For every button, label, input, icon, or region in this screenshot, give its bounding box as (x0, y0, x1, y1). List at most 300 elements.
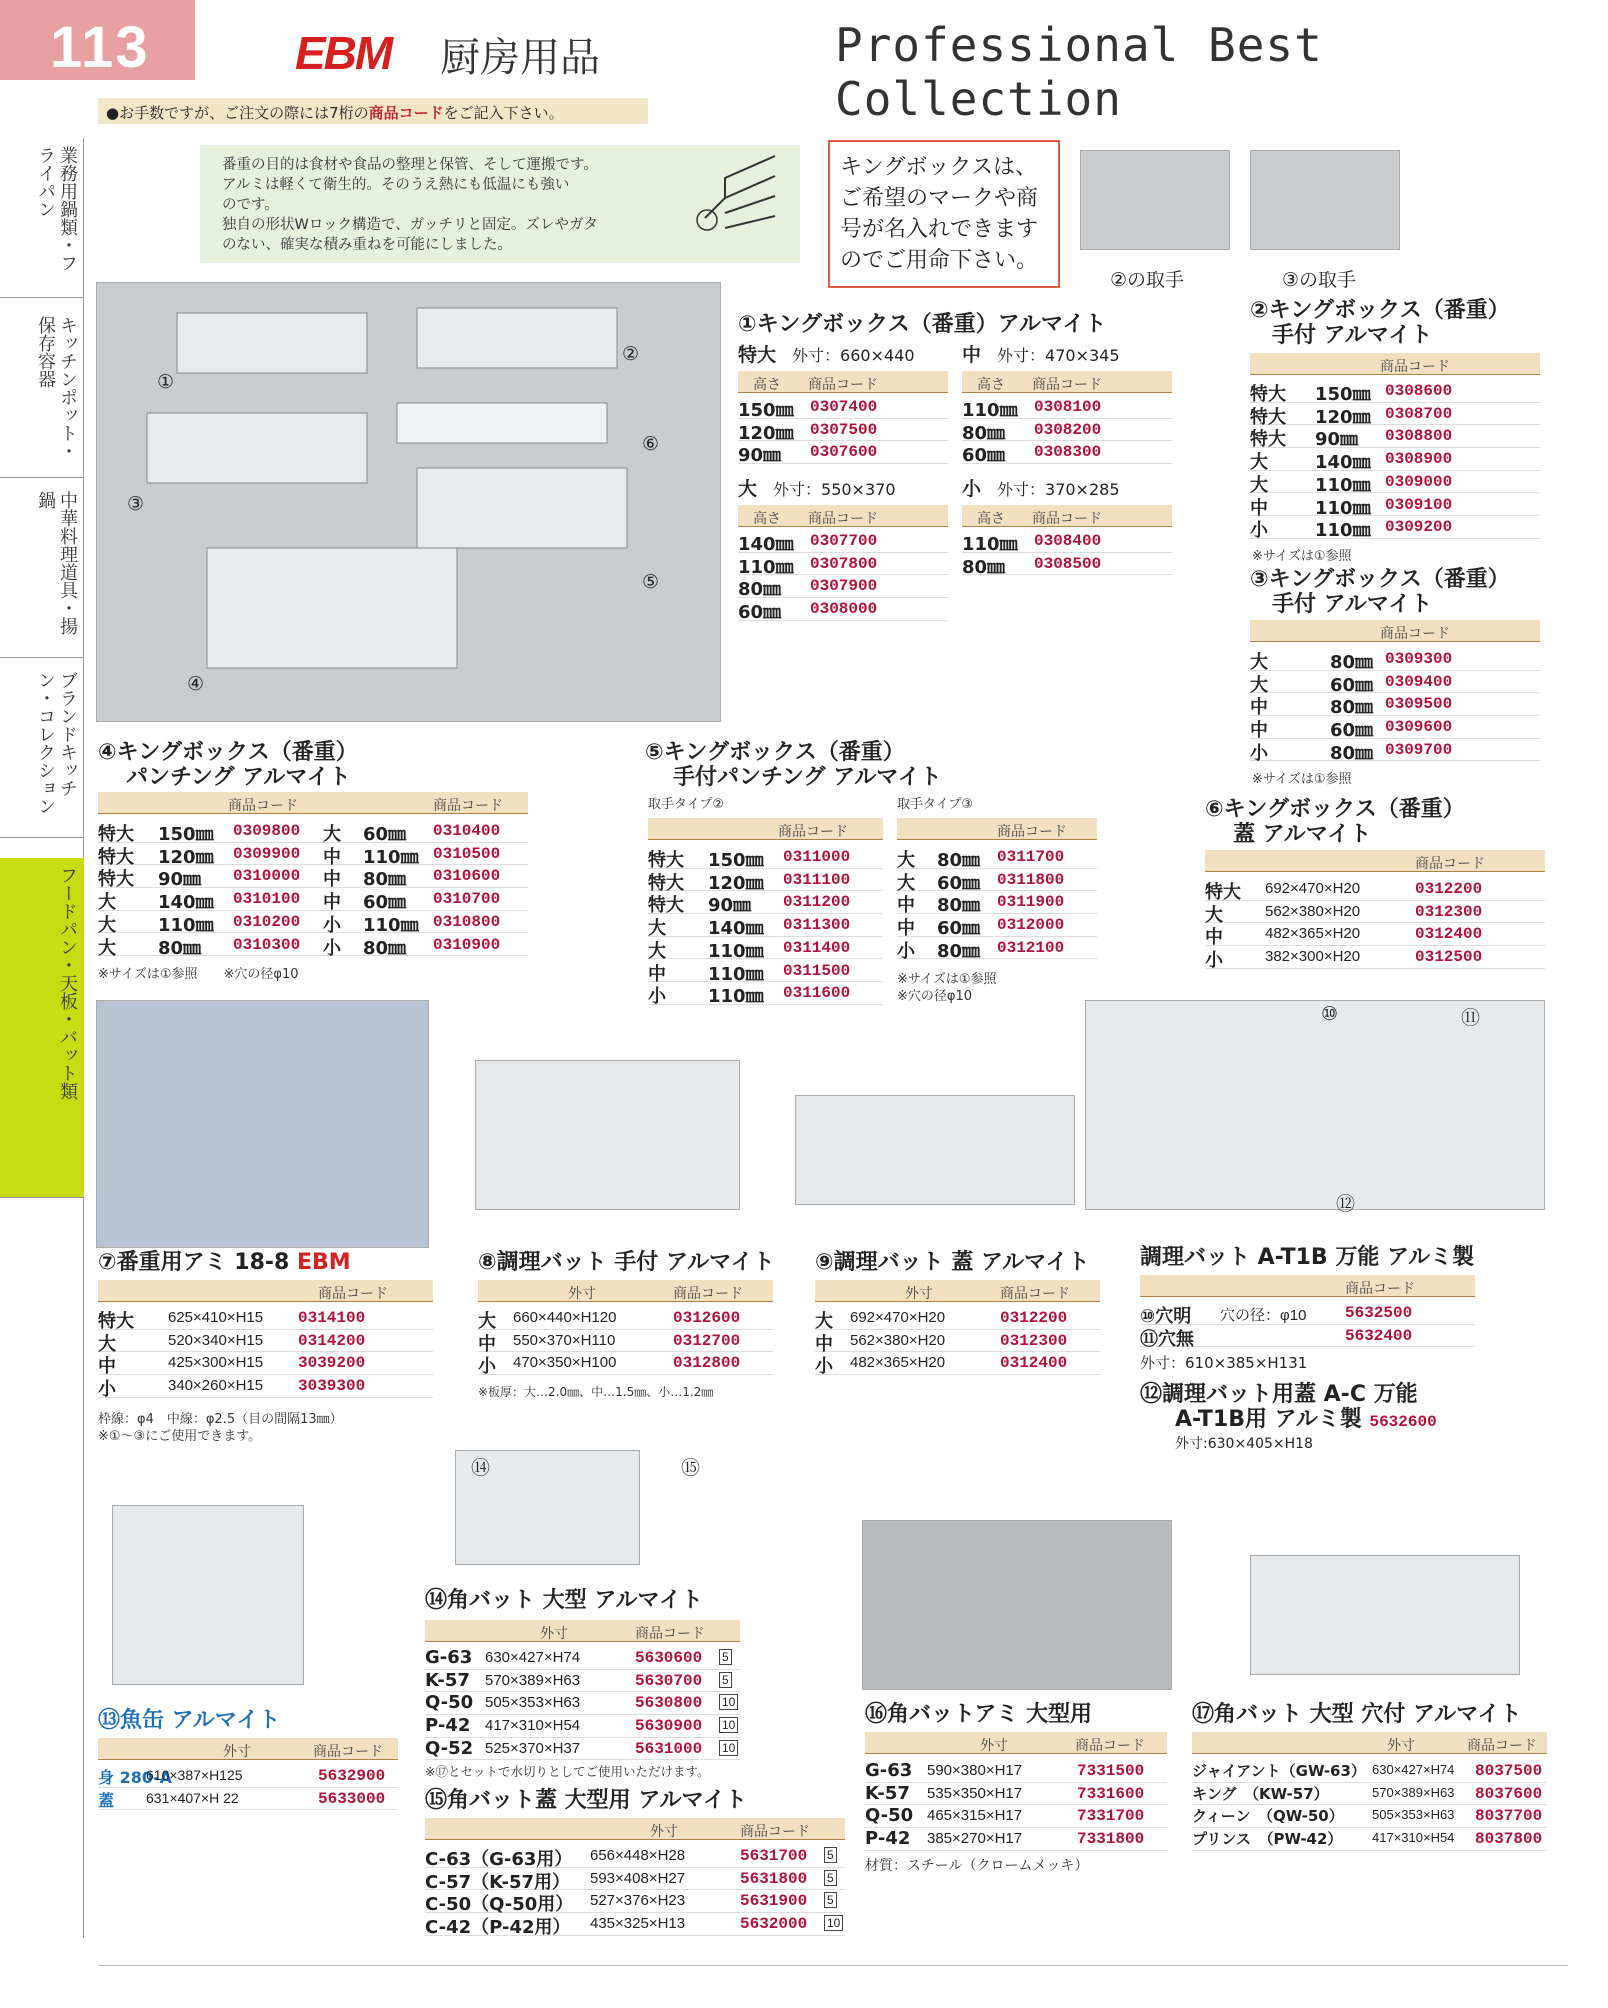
p5-row-right (897, 846, 1097, 869)
height: 110㎜ (962, 400, 1018, 421)
height: 140㎜ (1315, 452, 1371, 474)
height: 110㎜ (708, 963, 764, 985)
p1-row (738, 598, 948, 624)
dim: 535×350×H17 (927, 1784, 1023, 1802)
code: 0310700 (433, 890, 501, 909)
p1-row (962, 419, 1172, 442)
size: 大 (1250, 474, 1268, 496)
p2-title-2: 手付 アルマイト (1272, 323, 1433, 348)
model: P-42 (865, 1828, 911, 1850)
p16-header-label: 商品コード (1075, 1738, 1145, 1754)
p2-title (1250, 298, 1510, 348)
size: 特大 (98, 846, 134, 868)
p12-title (1140, 1382, 1437, 1432)
code: 0308900 (1385, 450, 1453, 469)
code: 0308200 (1034, 420, 1102, 439)
size: 中 (98, 1356, 116, 1378)
dim: 550×370×H110 (513, 1331, 616, 1349)
p15-header-label: 外寸 (650, 1824, 678, 1840)
dim: 562×380×H20 (850, 1331, 946, 1349)
p4-row (98, 865, 528, 891)
sidebar-tab-brand[interactable]: ブランドキッチン・コレクション (0, 663, 84, 838)
sidebar-tab-chinese[interactable]: 中華料理道具・揚鍋 (0, 483, 84, 658)
p4-row (98, 820, 528, 843)
perforated-tray-photo (1250, 1555, 1520, 1675)
fish-can-photo (112, 1505, 304, 1685)
p17-row (1192, 1783, 1547, 1806)
p17-title: ⑰角バット 大型 穴付 アルマイト (1192, 1702, 1522, 1727)
p5-note: ※サイズは①参照 (897, 972, 997, 987)
name-print-note: キングボックスは、ご希望のマークや商号が名入れできますのでご用命下さい。 (828, 140, 1060, 288)
height: 140㎜ (158, 892, 214, 914)
model: C-57（K-57用） (425, 1871, 571, 1893)
height: 150㎜ (708, 850, 764, 871)
height: 80㎜ (363, 937, 407, 959)
p4-row (98, 934, 528, 957)
code: 0311700 (997, 848, 1065, 866)
intro-line: のです。 (222, 197, 279, 213)
height: 80㎜ (158, 937, 202, 959)
p13-header (98, 1738, 398, 1760)
p9-header-label: 外寸 (905, 1286, 933, 1302)
height: 80㎜ (1330, 652, 1374, 673)
code: 0312200 (1000, 1309, 1068, 1327)
height: 80㎜ (1330, 697, 1374, 719)
p6-header (1205, 850, 1545, 872)
size: 小 (1205, 950, 1223, 972)
brand-logo: EBM (295, 27, 392, 79)
p15-header (425, 1818, 845, 1840)
p6-row (1205, 923, 1545, 949)
height: 120㎜ (1315, 406, 1371, 428)
p16-title: ⑯角バットアミ 大型用 (865, 1702, 1092, 1727)
size: 特大 (1205, 882, 1241, 903)
height: 150㎜ (1315, 384, 1371, 405)
p13-title: ⑬魚缶 アルマイト (98, 1708, 281, 1733)
p2-row (1250, 380, 1540, 403)
king-box-photo (96, 282, 721, 722)
dim: 525×370×H37 (485, 1739, 581, 1757)
p9-header (815, 1280, 1100, 1302)
code: 0312300 (1000, 1331, 1068, 1350)
code: 0307700 (810, 532, 878, 550)
height: 90㎜ (158, 869, 202, 891)
p1-size-line (738, 340, 915, 367)
height: 80㎜ (937, 895, 981, 917)
code: 0307800 (810, 554, 878, 573)
dim: 435×325×H13 (590, 1915, 686, 1933)
height: 150㎜ (738, 400, 794, 421)
p15-header-label: 商品コード (740, 1824, 810, 1840)
p1-row (738, 530, 948, 553)
code: 7331600 (1077, 1784, 1145, 1803)
model: C-42（P-42用） (425, 1917, 571, 1939)
p7-header-label: 商品コード (318, 1286, 388, 1302)
label: 蓋 (98, 1790, 115, 1810)
p1-row (962, 553, 1172, 576)
dim: 593×408×H27 (590, 1869, 686, 1887)
code: 0307600 (810, 443, 878, 462)
size: 特大 (98, 1311, 134, 1332)
p3-row (1250, 739, 1540, 762)
p2-header (1250, 353, 1540, 375)
wlock-diagram (685, 148, 795, 258)
model: C-50（Q-50用） (425, 1894, 574, 1916)
p5-row-right (897, 914, 1097, 940)
size: 中 (815, 1333, 833, 1355)
code: 0309400 (1385, 672, 1453, 691)
p16-row (865, 1760, 1167, 1783)
p12-title-1: ⑫調理バット用蓋 A-C 万能 (1140, 1382, 1418, 1407)
height: 120㎜ (708, 872, 764, 894)
p8-header-label: 商品コード (673, 1286, 743, 1302)
code: 0309700 (1385, 740, 1453, 759)
p5-header-left-label: 商品コード (778, 824, 848, 840)
size: 中 (897, 918, 915, 940)
p5-type-left: 取手タイプ② (648, 797, 725, 812)
size: 特大 (648, 895, 684, 917)
p1-size-line (738, 474, 896, 501)
page-number: 113 (0, 0, 195, 80)
p1-row (962, 530, 1172, 553)
height: 60㎜ (363, 892, 407, 914)
p5-title-1: ⑤キングボックス（番重） (645, 740, 905, 765)
code: 7331700 (1077, 1807, 1145, 1826)
code: 0310300 (233, 935, 301, 954)
p17-row (1192, 1828, 1547, 1851)
height: 110㎜ (962, 534, 1018, 555)
size: 特大 (98, 824, 134, 845)
p5-title-2: 手付パンチング アルマイト (673, 765, 942, 790)
size: 中 (1250, 497, 1268, 519)
size: 小 (478, 1356, 496, 1378)
p3-header (1250, 620, 1540, 642)
p1-dim: 外寸：550×370 (757, 480, 896, 499)
p5-title (645, 740, 942, 790)
height: 110㎜ (708, 940, 764, 962)
p2-header-label: 商品コード (1380, 359, 1450, 375)
p14-note: ※⑰とセットで水切りとしてご使用いただけます。 (425, 1764, 710, 1779)
p7-title-text: ⑦番重用アミ 18-8 (98, 1250, 297, 1275)
pack-qty: 10 (719, 1694, 738, 1710)
p14-row (425, 1647, 740, 1670)
p7-note: ※①～③にご使用できます。 (98, 1429, 262, 1444)
code: 8037500 (1475, 1762, 1543, 1780)
handle-photo-2 (1080, 150, 1230, 250)
code: 5631700 (740, 1847, 808, 1865)
code: 0311900 (997, 893, 1065, 912)
marker-5: ⑤ (642, 571, 660, 593)
p9-title: ⑨調理バット 蓋 アルマイト (815, 1250, 1090, 1275)
pack-qty: 10 (719, 1717, 738, 1733)
handle-caption-3: ③の取手 (1282, 269, 1357, 291)
p8-header-label: 外寸 (568, 1286, 596, 1302)
size: 中 (1250, 697, 1268, 719)
p15-row (425, 1845, 845, 1868)
size: 大 (1250, 452, 1268, 474)
size: 大 (98, 1333, 116, 1355)
model: G-63 (865, 1760, 913, 1781)
p1-header (962, 371, 1172, 393)
code: 7331500 (1077, 1762, 1145, 1780)
p8-title: ⑧調理バット 手付 アルマイト (478, 1250, 775, 1275)
p5-header-left (648, 818, 883, 840)
marker-4: ④ (187, 673, 205, 695)
p15-row (425, 1913, 845, 1939)
p1-row (738, 396, 948, 419)
code: 0308800 (1385, 427, 1453, 446)
pack-qty: 5 (719, 1672, 732, 1688)
p7-row (98, 1307, 433, 1330)
code: 0307500 (810, 420, 878, 439)
p4-header-label: 商品コード (228, 798, 298, 814)
height: 110㎜ (363, 914, 419, 936)
p13-header-label: 商品コード (313, 1744, 383, 1760)
p2-row (1250, 403, 1540, 426)
code: 3039200 (298, 1354, 366, 1373)
p10-header (1140, 1275, 1475, 1297)
code: 0310100 (233, 890, 301, 909)
p7-row (98, 1375, 433, 1401)
p16-row (865, 1783, 1167, 1806)
p8-header (478, 1280, 773, 1302)
p8-row (478, 1330, 773, 1353)
size: 中 (323, 892, 341, 914)
height: 80㎜ (1330, 742, 1374, 764)
size: 大 (98, 892, 116, 914)
code: 8037700 (1475, 1807, 1543, 1826)
size: 大 (323, 824, 341, 845)
height: 60㎜ (738, 602, 782, 624)
p1-size: 中 (962, 344, 982, 366)
size: 大 (648, 918, 666, 940)
dim: 562×380×H20 (1265, 902, 1361, 920)
marker-1: ① (157, 371, 175, 393)
p1-header-label: 商品コード (808, 377, 878, 393)
code: 0314100 (298, 1309, 366, 1327)
code: 0311200 (783, 893, 851, 912)
size: 大 (897, 872, 915, 894)
code: 0308700 (1385, 404, 1453, 423)
p2-row (1250, 516, 1540, 542)
p16-header-label: 外寸 (980, 1738, 1008, 1754)
size: 中 (323, 869, 341, 891)
intro-line: 番重の目的は食材や食品の整理と保管、そして運搬です。 (222, 157, 598, 173)
code: 0309100 (1385, 495, 1453, 514)
marker-3: ③ (127, 493, 145, 515)
dim: 527×376×H23 (590, 1892, 686, 1910)
dim: 660×440×H120 (513, 1309, 617, 1326)
p16-note: 材質：スチール（クロームメッキ） (865, 1858, 1089, 1874)
p6-title (1205, 797, 1465, 847)
collection-title: Professional Best Collection (835, 18, 1323, 126)
pack-qty: 5 (824, 1892, 837, 1908)
pack-qty: 5 (824, 1870, 837, 1886)
model: P-42 (425, 1715, 471, 1737)
height: 90㎜ (1315, 429, 1359, 451)
p3-row (1250, 671, 1540, 694)
code: 0307400 (810, 398, 878, 416)
dim: 482×365×H20 (850, 1354, 946, 1372)
dim: 631×407×H 22 (146, 1789, 239, 1806)
category-title: 厨房用品 (440, 35, 600, 81)
code: 0311100 (783, 870, 851, 889)
p10-ext: 外寸：610×385×H131 (1140, 1354, 1308, 1372)
model: Q-52 (425, 1737, 474, 1759)
p4-header-label: 商品コード (433, 798, 503, 814)
code: 0309900 (233, 844, 301, 863)
p2-row (1250, 494, 1540, 517)
pack-qty: 10 (824, 1915, 843, 1931)
label: 身 280-A (98, 1768, 172, 1787)
p8-row (478, 1352, 773, 1378)
size: 小 (648, 986, 666, 1008)
p4-title-1: ④キングボックス（番重） (98, 740, 358, 765)
p1-dim: 外寸：470×345 (981, 346, 1120, 365)
code: 3039300 (298, 1377, 366, 1396)
category-sidebar (0, 138, 84, 1938)
tray-lid-photo (795, 1095, 1075, 1205)
code: 0309500 (1385, 695, 1453, 714)
height: 80㎜ (738, 579, 782, 601)
code: 0311500 (783, 961, 851, 980)
p1-size: 小 (962, 478, 982, 500)
code: 5631000 (635, 1739, 703, 1758)
p1-dim: 外寸：370×285 (981, 480, 1120, 499)
marker-2: ② (622, 343, 640, 365)
code: 5632000 (740, 1915, 808, 1934)
p5-row-left (648, 937, 883, 960)
dim: 570×389×H63 (485, 1671, 581, 1689)
intro-line: 独自の形状Wロック構造で、ガッチリと固定。ズレやガタ (222, 217, 598, 233)
code: 0309800 (233, 822, 301, 840)
size: 大 (98, 937, 116, 959)
p5-row-right (897, 891, 1097, 917)
code: 0312400 (1415, 925, 1483, 944)
p3-note: ※サイズは①参照 (1252, 772, 1352, 787)
code: 0309600 (1385, 718, 1453, 737)
dim: 417×310×H54 (485, 1717, 581, 1735)
height: 150㎜ (158, 824, 214, 845)
p6-row (1205, 946, 1545, 972)
pack-qty: 5 (719, 1649, 732, 1665)
dim: 630×427×H74 (485, 1649, 581, 1666)
code: 0311000 (783, 848, 851, 866)
hole: 穴の径：φ10 (1220, 1307, 1307, 1324)
p5-type-right: 取手タイプ③ (897, 797, 974, 812)
code: 7331800 (1077, 1830, 1145, 1849)
height: 120㎜ (158, 846, 214, 868)
height: 120㎜ (738, 422, 794, 444)
height: 60㎜ (962, 445, 1006, 467)
sidebar-tab-foodpan[interactable]: フードパン・天板・バット類 (0, 858, 84, 1198)
code: 5633000 (318, 1789, 386, 1808)
dim: 610×387×H125 (146, 1767, 243, 1783)
p4-title (98, 740, 358, 790)
p17-row (1192, 1760, 1547, 1783)
p13-header-label: 外寸 (223, 1744, 251, 1760)
p3-title (1250, 567, 1510, 617)
size: 大 (815, 1311, 833, 1332)
marker-6: ⑥ (642, 433, 660, 455)
p10-row (1140, 1302, 1475, 1325)
p16-row (865, 1805, 1167, 1828)
sidebar-tab-pots[interactable]: キッチンポット・保存容器 (0, 308, 84, 478)
code: 0312600 (673, 1309, 741, 1327)
dim: 470×350×H100 (513, 1354, 617, 1372)
code: 0312100 (997, 938, 1065, 957)
p14-row (425, 1738, 740, 1761)
p7-row (98, 1330, 433, 1353)
p5-row-right (897, 869, 1097, 892)
height: 80㎜ (962, 422, 1006, 444)
code: 0308000 (810, 600, 878, 619)
order-notice (98, 98, 648, 124)
p10-header-label: 商品コード (1345, 1281, 1415, 1297)
model: C-63（G-63用） (425, 1849, 573, 1870)
p6-row (1205, 901, 1545, 924)
p5-row-left (648, 869, 883, 892)
dim: 465×315×H17 (927, 1807, 1023, 1825)
p2-title-1: ②キングボックス（番重） (1250, 298, 1510, 323)
p5-header-right-label: 商品コード (997, 824, 1067, 840)
size: 小 (98, 1379, 116, 1401)
p1-title: ①キングボックス（番重）アルマイト (738, 312, 1107, 337)
p5-row-right (897, 937, 1097, 960)
size: 大 (478, 1311, 496, 1332)
p1-size: 大 (738, 478, 758, 500)
p5-row-left (648, 846, 883, 869)
height: 60㎜ (937, 918, 981, 940)
p12-title-2 (1140, 1407, 1437, 1432)
p1-header-label: 商品コード (1032, 511, 1102, 527)
model: クィーン （QW-50） (1192, 1807, 1344, 1826)
code: 0310400 (433, 822, 501, 840)
notice-strong: 商品コード (368, 104, 444, 122)
p5-note: ※穴の径φ10 (897, 989, 973, 1004)
p2-row (1250, 448, 1540, 474)
p5-row-left (648, 914, 883, 940)
sidebar-tab-pans[interactable]: 業務用鍋類・フライパン (0, 138, 84, 298)
code: 5630700 (635, 1671, 703, 1690)
dim: 692×470×H20 (1265, 880, 1361, 897)
code: 0310600 (433, 867, 501, 886)
p13-row (98, 1788, 398, 1811)
size: 中 (478, 1333, 496, 1355)
dim: 625×410×H15 (168, 1309, 264, 1326)
code: 0312000 (997, 916, 1065, 935)
model: K-57 (865, 1782, 910, 1804)
tray-handle-photo (475, 1060, 740, 1210)
p1-row (738, 575, 948, 601)
p7-row (98, 1352, 433, 1378)
p1-header-label: 高さ (753, 377, 781, 393)
code: 0312200 (1415, 880, 1483, 898)
height: 110㎜ (738, 556, 794, 578)
p4-title-2: パンチング アルマイト (126, 765, 351, 790)
size: 特大 (648, 872, 684, 894)
p17-header-label: 外寸 (1387, 1738, 1415, 1754)
p1-row (962, 441, 1172, 467)
dim: 590×380×H17 (927, 1762, 1023, 1779)
square-tray-photo (455, 1450, 701, 1565)
pack-qty: 10 (719, 1740, 738, 1756)
marker-10: ⑩ (1321, 1003, 1339, 1025)
code: 0312800 (673, 1354, 741, 1373)
p9-row (815, 1307, 1100, 1330)
size: 中 (1205, 927, 1223, 949)
height: 110㎜ (158, 914, 214, 936)
